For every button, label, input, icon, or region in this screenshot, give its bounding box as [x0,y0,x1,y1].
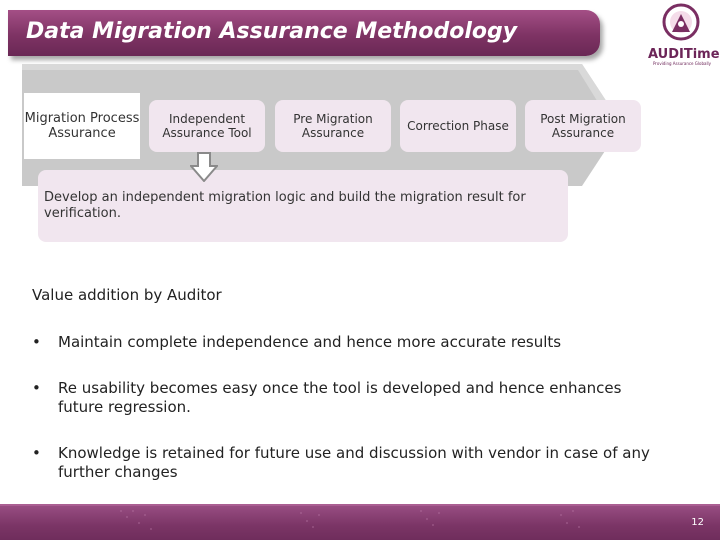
bullet-text: Knowledge is retained for future use and discussion with vendor in case of any further changes [58,444,650,481]
bullet-text: Re usability becomes easy once the tool is developed and hence enhances future regression. [58,379,622,416]
page-number: 12 [691,517,704,528]
bullet-icon: • [32,444,41,462]
callout-box: Develop an independent migration logic and build the migration result for verification. [38,170,568,242]
down-arrow-icon [190,152,218,182]
logo-wordmark: AUDITime [648,47,720,62]
bullet-icon: • [32,379,41,397]
bullet-icon: • [32,333,41,351]
bullet-text: Maintain complete independence and hence more accurate results [58,333,562,351]
footer-band [0,504,720,540]
step-migration-process-assurance: Migration Process Assurance [24,93,140,159]
step-independent-assurance-tool: Independent Assurance Tool [149,100,265,152]
logo-tagline: Providing Assurance Globally [652,61,712,66]
step-correction-phase: Correction Phase [400,100,516,152]
step-pre-migration-assurance: Pre Migration Assurance [275,100,391,152]
footer-texture [0,504,720,540]
slide-title: Data Migration Assurance Methodology [26,19,518,44]
value-heading: Value addition by Auditor [32,286,222,304]
step-post-migration-assurance: Post Migration Assurance [525,100,641,152]
